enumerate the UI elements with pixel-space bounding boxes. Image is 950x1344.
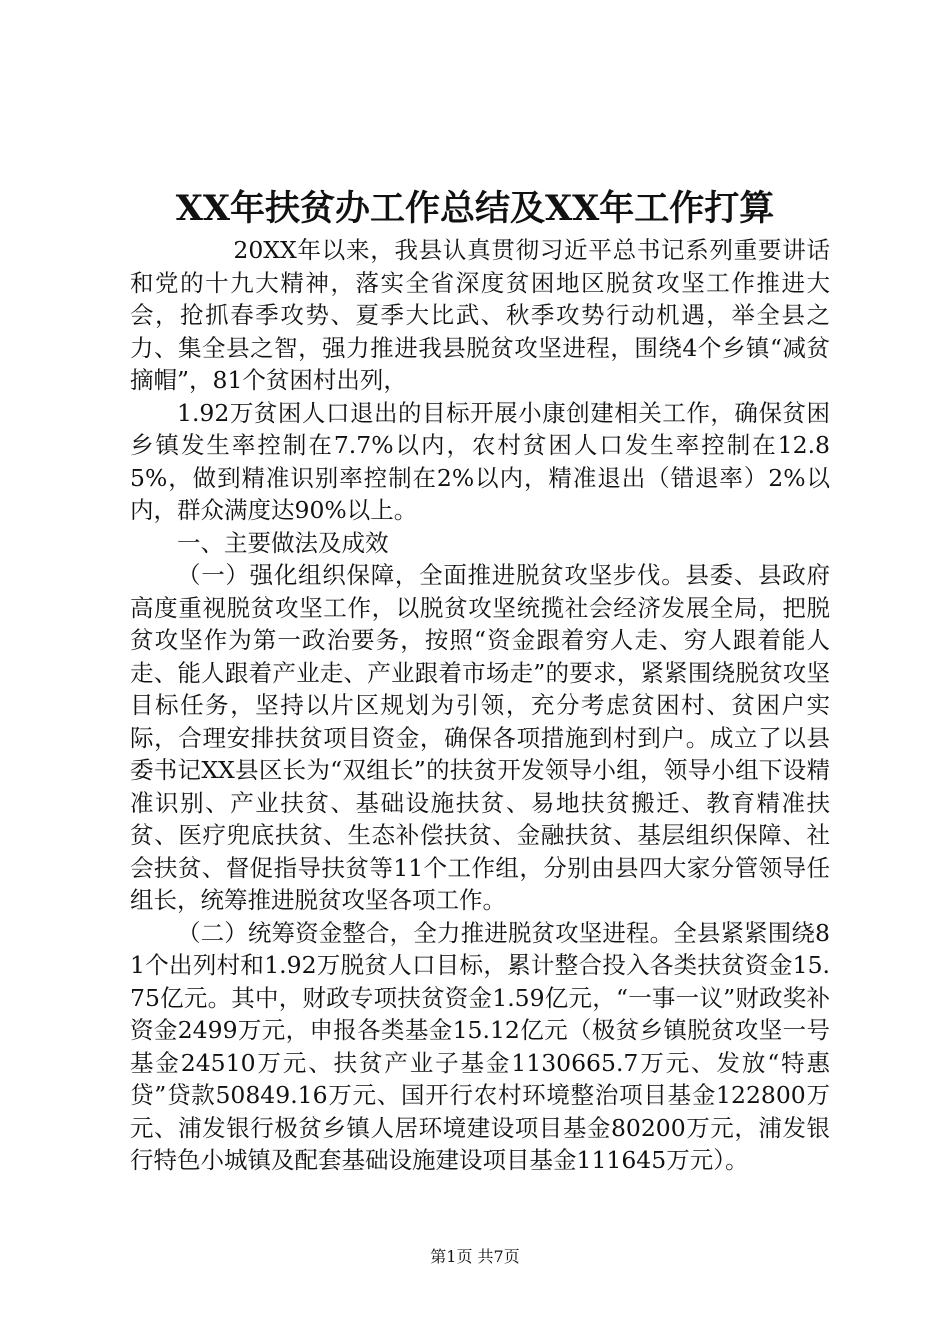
paragraph-targets: 1.92万贫困人口退出的目标开展小康创建相关工作，确保贫困乡镇发生率控制在7.7%以内，农村贫困人口发生率控制在12.85%，做到精准识别率控制在2%以内，精准退出（错退率）2%以内，群众满度达90%以上。 bbox=[130, 398, 830, 524]
document-title: XX年扶贫办工作总结及XX年工作打算 bbox=[175, 188, 775, 229]
paragraph-intro: 20XX年以来，我县认真贯彻习近平总书记系列重要讲话和党的十九大精神，落实全省深度贫困地区脱贫攻坚工作推进大会，抢抓春季攻势、夏季大比武、秋季攻势行动机遇，举全县之力、集全县之智，强力推进我县脱贫攻坚进程，围绕4个乡镇“减贫摘帽”，81个贫困村出列， bbox=[130, 236, 830, 394]
paragraph-funding: （二）统筹资金整合，全力推进脱贫攻坚进程。全县紧紧围绕81个出列村和1.92万脱贫人口目标，累计整合投入各类扶贫资金15.75亿元。其中，财政专项扶贫资金1.59亿元，“一事一议”财政奖补资金2499万元，申报各类基金15.12亿元（极贫乡镇脱贫攻坚一号基金24510万元、扶贫产业子基金1130665.7万元、发放“特惠贷”贷款50849.16万元、国开行农村环境整治项目基金122800万元、浦发银行极贫乡镇人居环境建设项目基金80200万元，浦发银行特色小城镇及配套基础设施建设项目基金111645万元）。 bbox=[130, 918, 830, 1174]
page-footer: 第1页 共7页 bbox=[430, 1247, 520, 1266]
paragraph-organization: （一）强化组织保障，全面推进脱贫攻坚步伐。县委、县政府高度重视脱贫攻坚工作，以脱贫攻坚统揽社会经济发展全局，把脱贫攻坚作为第一政治要务，按照“资金跟着穷人走、穷人跟着能人走、能人跟着产业走、产业跟着市场走”的要求，紧紧围绕脱贫攻坚目标任务，坚持以片区规划为引领，充分考虑贫困村、贫困户实际，合理安排扶贫项目资金，确保各项措施到村到户。成立了以县委书记XX县区长为“双组长”的扶贫开发领导小组，领导小组下设精准识别、产业扶贫、基础设施扶贫、易地扶贫搬迁、教育精准扶贫、医疗兜底扶贫、生态补偿扶贫、金融扶贫、基层组织保障、社会扶贫、督促指导扶贫等11个工作组，分别由县四大家分管领导任组长，统筹推进脱贫攻坚各项工作。 bbox=[130, 561, 830, 914]
document-body bbox=[130, 234, 830, 1177]
section-heading: 一、主要做法及成效 bbox=[177, 528, 389, 557]
